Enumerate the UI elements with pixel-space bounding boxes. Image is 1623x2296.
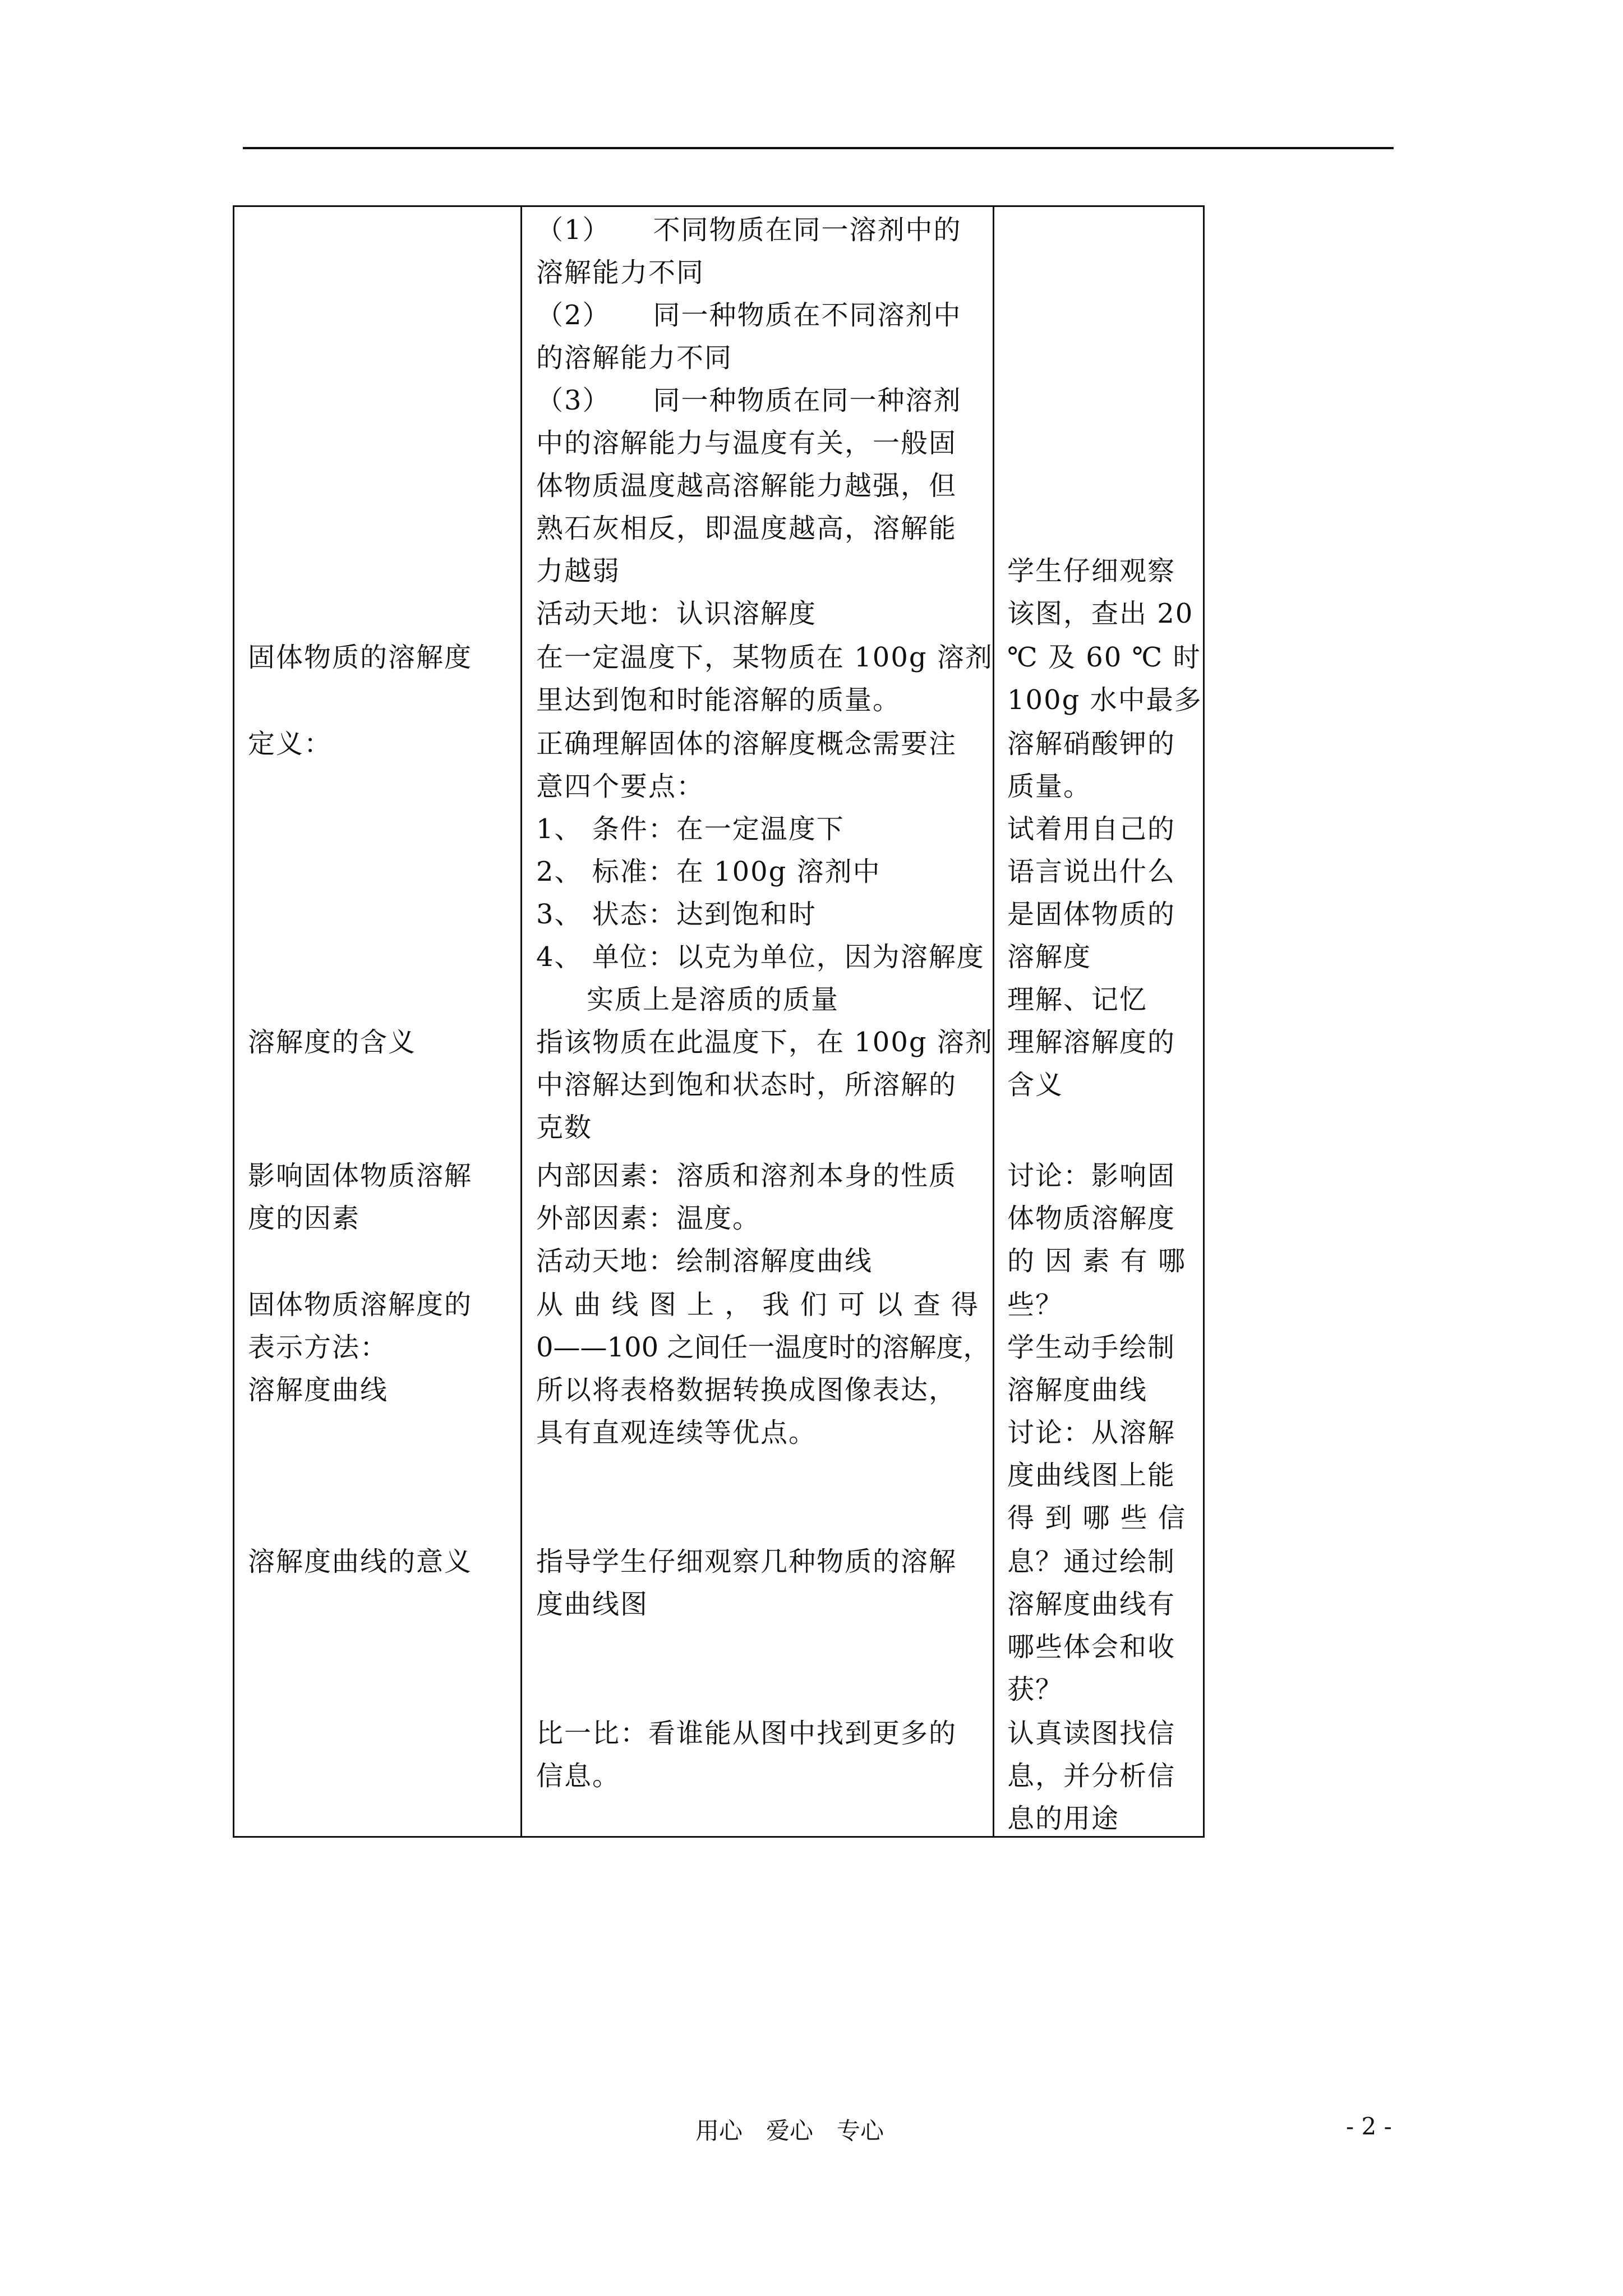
activity-line: 试着用自己的 <box>1007 813 1176 845</box>
activity-line: 溶解度 <box>1007 941 1092 973</box>
activity-line: 溶解度曲线 <box>1007 1374 1148 1406</box>
activity-line: 获？ <box>1007 1674 1064 1705</box>
content-line: 比一比：看谁能从图中找到更多的 <box>536 1718 957 1749</box>
content-line: 实质上是溶质的质量 <box>587 984 840 1015</box>
content-line: 活动天地：绘制溶解度曲线 <box>536 1245 873 1277</box>
activity-line: 息？通过绘制 <box>1007 1546 1176 1577</box>
content-line: 体物质温度越高溶解能力越强，但 <box>536 470 957 501</box>
page-number: - 2 - <box>1346 2113 1392 2140</box>
content-line: 正确理解固体的溶解度概念需要注 <box>536 728 957 760</box>
activity-line: 学生仔细观察 <box>1007 555 1176 587</box>
topic-meaning: 溶解度的含义 <box>248 1027 417 1058</box>
activity-line: 100g 水中最多 <box>1007 684 1202 716</box>
activity-line: 理解溶解度的 <box>1007 1027 1176 1058</box>
topic-curve: 溶解度曲线 <box>248 1374 389 1406</box>
activity-line: 溶解度曲线有 <box>1007 1589 1176 1620</box>
content-line: 中的溶解能力与温度有关，一般固 <box>536 427 957 459</box>
activity-line: 息的用途 <box>1007 1803 1120 1834</box>
footer-motto: 用心 爱心 专心 <box>695 2117 884 2145</box>
activity-line: 理解、记忆 <box>1007 984 1148 1015</box>
content-line: 在一定温度下，某物质在 100g 溶剂 <box>536 642 993 673</box>
topic-definition: 定义： <box>248 728 333 760</box>
topic-curve-meaning: 溶解度曲线的意义 <box>248 1546 473 1577</box>
header-rule <box>243 147 1394 149</box>
activity-line: 认真读图找信 <box>1007 1718 1176 1749</box>
activity-line: 的 因 素 有 哪 <box>1007 1245 1187 1277</box>
content-line: （1） 不同物质在同一溶剂中的 <box>536 214 962 246</box>
activity-line: 讨论：从溶解 <box>1007 1417 1176 1448</box>
content-line: 意四个要点： <box>536 771 705 802</box>
topic-factors-line1: 影响固体物质溶解 <box>248 1160 473 1191</box>
content-line: （2） 同一种物质在不同溶剂中 <box>536 300 962 331</box>
content-line: 内部因素：溶质和溶剂本身的性质 <box>536 1160 957 1191</box>
content-line: 的溶解能力不同 <box>536 342 733 374</box>
content-line: （3） 同一种物质在同一种溶剂 <box>536 385 962 416</box>
content-line: 从 曲 线 图 上 ， 我 们 可 以 查 得 <box>536 1289 979 1320</box>
content-line: 溶解能力不同 <box>536 257 705 288</box>
content-line: 活动天地：认识溶解度 <box>536 598 817 629</box>
topic-representation-line2: 表示方法： <box>248 1332 389 1363</box>
content-line: 4、 单位：以克为单位，因为溶解度 <box>536 941 985 973</box>
activity-line: 溶解硝酸钾的 <box>1007 728 1176 760</box>
activity-line: 讨论：影响固 <box>1007 1160 1176 1191</box>
content-line: 信息。 <box>536 1760 621 1792</box>
content-line: 2、 标准：在 100g 溶剂中 <box>536 856 881 887</box>
content-line: 指导学生仔细观察几种物质的溶解 <box>536 1546 957 1577</box>
activity-line: 语言说出什么 <box>1007 856 1176 887</box>
column-divider-1 <box>520 207 522 1836</box>
content-line: 3、 状态：达到饱和时 <box>536 899 817 930</box>
topic-representation-line1: 固体物质溶解度的 <box>248 1289 473 1320</box>
topic-factors-line2: 度的因素 <box>248 1203 361 1234</box>
content-line: 里达到饱和时能溶解的质量。 <box>536 684 901 716</box>
content-line: 具有直观连续等优点。 <box>536 1417 817 1448</box>
topic-solid-solubility: 固体物质的溶解度 <box>248 642 473 673</box>
activity-line: 该图，查出 20 <box>1007 598 1194 629</box>
activity-line: 得 到 哪 些 信 <box>1007 1502 1187 1534</box>
activity-line: 体物质溶解度 <box>1007 1203 1176 1234</box>
content-line: 1、 条件：在一定温度下 <box>536 813 845 845</box>
activity-line: 质量。 <box>1007 771 1092 802</box>
activity-line: 度曲线图上能 <box>1007 1460 1176 1491</box>
content-line: 克数 <box>536 1112 593 1143</box>
activity-line: 哪些体会和收 <box>1007 1631 1176 1663</box>
column-divider-2 <box>993 207 994 1836</box>
content-line: 指该物质在此温度下，在 100g 溶剂 <box>536 1027 993 1058</box>
activity-line: ℃ 及 60 ℃ 时 <box>1007 642 1201 673</box>
content-line: 力越弱 <box>536 555 621 587</box>
activity-line: 含义 <box>1007 1069 1064 1101</box>
content-line: 所以将表格数据转换成图像表达， <box>536 1374 957 1406</box>
content-line: 度曲线图 <box>536 1589 649 1620</box>
content-line: 外部因素：温度。 <box>536 1203 761 1234</box>
content-line: 中溶解达到饱和状态时，所溶解的 <box>536 1069 957 1101</box>
activity-line: 些？ <box>1007 1289 1064 1320</box>
content-line: 0——100 之间任一温度时的溶解度， <box>536 1332 990 1363</box>
content-line: 熟石灰相反，即温度越高，溶解能 <box>536 513 957 544</box>
activity-line: 是固体物质的 <box>1007 899 1176 930</box>
activity-line: 息，并分析信 <box>1007 1760 1176 1792</box>
activity-line: 学生动手绘制 <box>1007 1332 1176 1363</box>
